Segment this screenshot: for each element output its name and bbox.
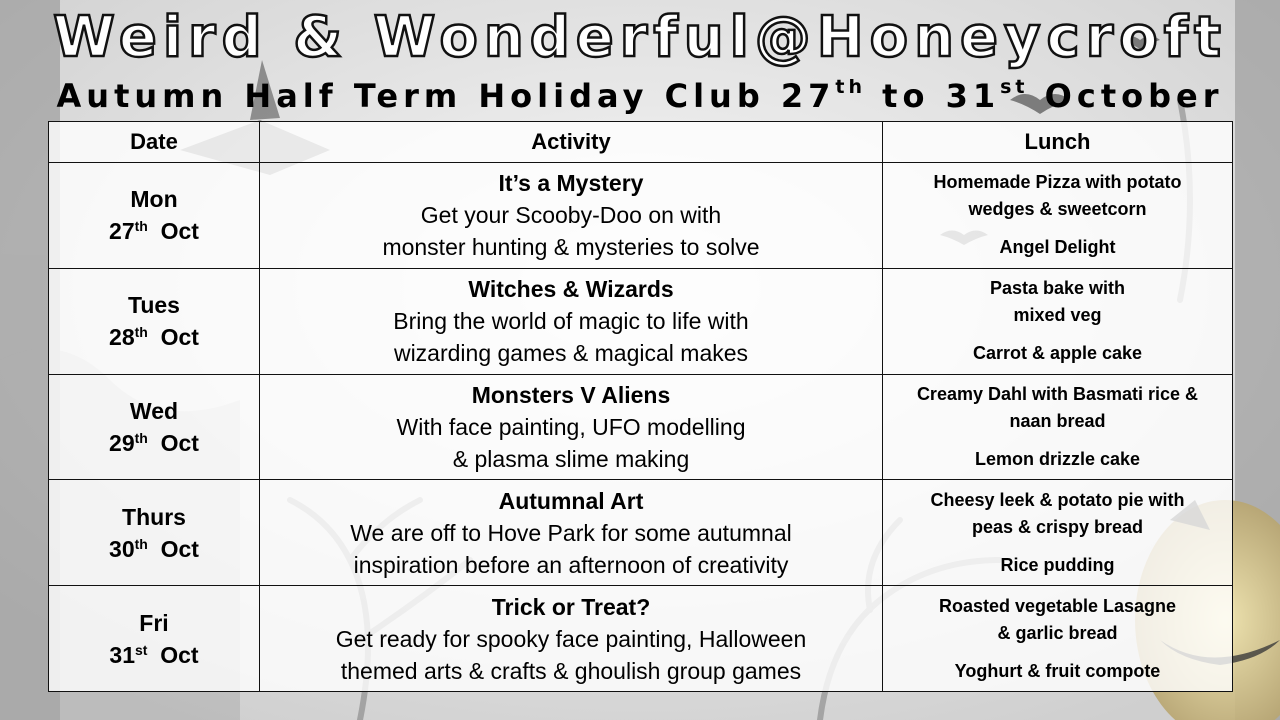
- table-header-row: [49, 122, 1233, 163]
- activity-title: Trick or Treat?: [491, 593, 651, 620]
- table-row: [49, 374, 1233, 480]
- date-month: Oct: [160, 535, 199, 562]
- lunch-cell: [883, 480, 1233, 586]
- date-month: Oct: [160, 641, 199, 668]
- lunch-spacer: [887, 541, 1228, 552]
- activity-description-line: themed arts & crafts & ghoulish group games: [340, 657, 802, 684]
- lunch-dessert: Yoghurt & fruit compote: [954, 660, 1161, 681]
- lunch-main-line: Creamy Dahl with Basmati rice &: [916, 383, 1199, 404]
- activity-title: Witches & Wizards: [468, 276, 674, 303]
- schedule-table: [48, 121, 1233, 692]
- lunch-main-line: Cheesy leek & potato pie with: [930, 489, 1185, 510]
- day-name: Thurs: [122, 503, 186, 530]
- subtitle-text-mid: to 31: [866, 77, 1001, 115]
- day-name: Tues: [128, 292, 180, 319]
- lunch-cell: [883, 163, 1233, 269]
- lunch-main-line: Pasta bake with: [989, 278, 1126, 299]
- lunch-spacer: [887, 223, 1228, 234]
- lunch-cell: [883, 586, 1233, 692]
- subtitle-superscript-2: st: [1000, 76, 1029, 98]
- date-suffix: st: [135, 641, 148, 658]
- date-suffix: th: [134, 218, 148, 235]
- lunch-spacer: [887, 435, 1228, 446]
- activity-description-line: With face painting, UFO modelling: [396, 413, 746, 440]
- activity-cell: [260, 268, 883, 374]
- activity-description-line: wizarding games & magical makes: [393, 340, 749, 367]
- lunch-cell: [883, 268, 1233, 374]
- date-month: Oct: [160, 429, 199, 456]
- lunch-main-line: naan bread: [1009, 410, 1106, 431]
- lunch-main-line: peas & crispy bread: [971, 516, 1144, 537]
- activity-cell: [260, 480, 883, 586]
- header-date: Date: [49, 122, 260, 163]
- lunch-main-line: mixed veg: [1013, 305, 1102, 326]
- activity-description-line: monster hunting & mysteries to solve: [382, 234, 760, 261]
- activity-cell: [260, 586, 883, 692]
- header-lunch: Lunch: [883, 122, 1233, 163]
- date-cell: [49, 163, 260, 269]
- date-cell: [49, 374, 260, 480]
- header-activity: Activity: [260, 122, 883, 163]
- lunch-main-line: Roasted vegetable Lasagne: [938, 595, 1177, 616]
- day-date: [53, 533, 255, 565]
- date-number: 27: [109, 218, 135, 245]
- day-name: Mon: [130, 186, 178, 213]
- date-number: 31: [109, 641, 135, 668]
- subtitle-text-before: Autumn Half Term Holiday Club 27: [56, 77, 836, 115]
- activity-description-line: Get ready for spooky face painting, Halloween: [335, 625, 807, 652]
- lunch-dessert: Carrot & apple cake: [972, 343, 1143, 364]
- table-row: [49, 586, 1233, 692]
- date-number: 28: [109, 324, 135, 351]
- activity-description-line: Get your Scooby-Doo on with: [420, 202, 722, 229]
- activity-description-line: & plasma slime making: [452, 445, 690, 472]
- subtitle-text-after: October: [1028, 77, 1224, 115]
- date-suffix: th: [134, 429, 148, 446]
- day-name: Wed: [129, 397, 179, 424]
- day-date: [53, 215, 255, 247]
- activity-cell: [260, 374, 883, 480]
- date-suffix: th: [134, 324, 148, 341]
- date-month: Oct: [160, 218, 199, 245]
- lunch-spacer: [887, 329, 1228, 340]
- page-subtitle: [0, 76, 1280, 116]
- date-cell: [49, 480, 260, 586]
- date-number: 30: [109, 535, 135, 562]
- day-date: [53, 321, 255, 353]
- activity-description-line: inspiration before an afternoon of creativity: [353, 551, 789, 578]
- date-suffix: th: [134, 535, 148, 552]
- lunch-main-line: & garlic bread: [997, 622, 1118, 643]
- subtitle-superscript-1: th: [835, 76, 866, 98]
- lunch-dessert: Angel Delight: [999, 237, 1116, 258]
- lunch-dessert: Lemon drizzle cake: [974, 448, 1141, 469]
- date-cell: [49, 586, 260, 692]
- activity-title: Monsters V Aliens: [471, 381, 671, 408]
- table-row: [49, 163, 1233, 269]
- table-row: [49, 268, 1233, 374]
- date-month: Oct: [160, 324, 199, 351]
- day-date: [53, 639, 255, 671]
- date-cell: [49, 268, 260, 374]
- lunch-cell: [883, 374, 1233, 480]
- lunch-spacer: [887, 647, 1228, 658]
- lunch-main-line: Homemade Pizza with potato: [933, 172, 1182, 193]
- activity-title: Autumnal Art: [498, 487, 644, 514]
- day-date: [53, 427, 255, 459]
- day-name: Fri: [139, 609, 169, 636]
- lunch-dessert: Rice pudding: [1000, 554, 1115, 575]
- activity-description-line: Bring the world of magic to life with: [393, 308, 749, 335]
- lunch-main-line: wedges & sweetcorn: [968, 199, 1147, 220]
- page-title: Weird & Wonderful@Honeycroft: [53, 5, 1227, 70]
- date-number: 29: [109, 429, 135, 456]
- activity-description-line: We are off to Hove Park for some autumnal: [350, 519, 792, 546]
- activity-title: It’s a Mystery: [498, 170, 644, 197]
- activity-cell: [260, 163, 883, 269]
- table-row: [49, 480, 1233, 586]
